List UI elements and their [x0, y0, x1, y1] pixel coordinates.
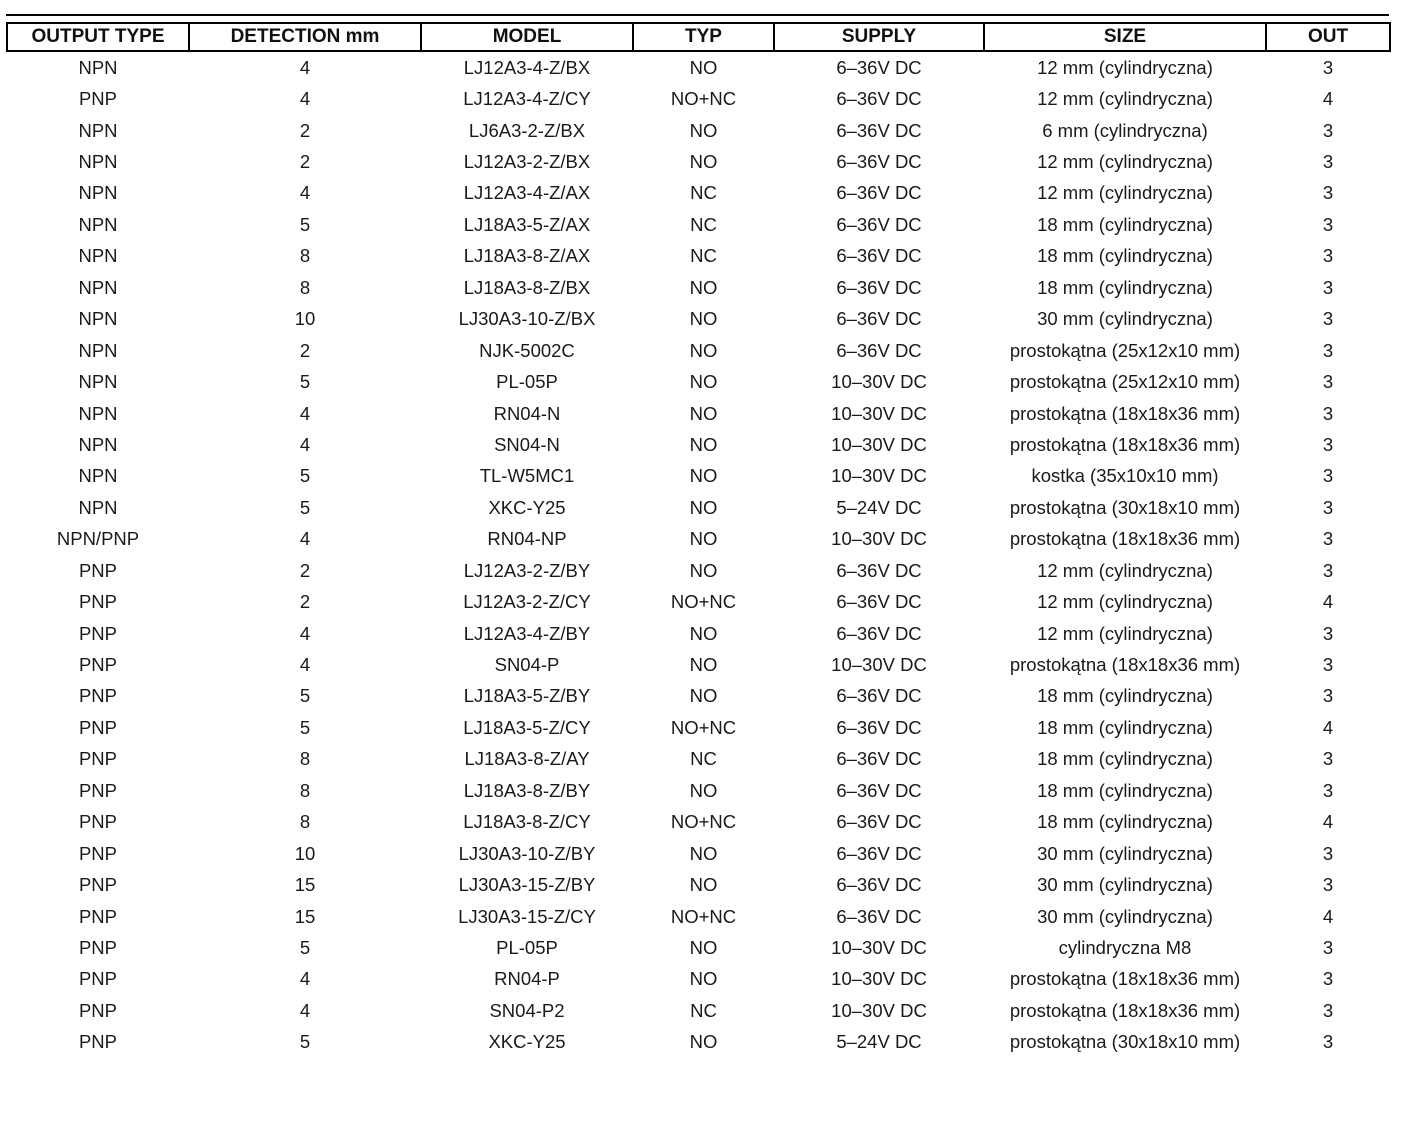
- table-cell: 3: [1322, 779, 1334, 801]
- table-cell: 3: [1322, 936, 1334, 958]
- table-cell: 3: [1322, 748, 1334, 770]
- table-row: [7, 555, 1390, 586]
- table-cell: prostokątna (18x18x36 mm): [1009, 999, 1241, 1021]
- table-cell: XKC-Y25: [488, 1031, 566, 1053]
- table-cell: 4: [299, 999, 311, 1021]
- table-cell: 2: [299, 119, 311, 141]
- table-cell: 30 mm (cylindryczna): [1037, 905, 1213, 927]
- table-cell: PNP: [78, 622, 118, 644]
- table-cell: PNP: [78, 88, 118, 110]
- table-cell: LJ12A3-4-Z/CY: [463, 88, 591, 110]
- table-cell: prostokątna (25x12x10 mm): [1009, 371, 1241, 393]
- table-cell: 2: [299, 559, 311, 581]
- table-row: [7, 146, 1390, 177]
- table-cell: 18 mm (cylindryczna): [1037, 276, 1213, 298]
- table-cell: 2: [299, 591, 311, 613]
- table-cell: 4: [299, 433, 311, 455]
- table-cell: 6–36V DC: [836, 151, 922, 173]
- table-cell: 10–30V DC: [831, 654, 927, 676]
- table-cell: PNP: [78, 779, 118, 801]
- table-cell: 5: [299, 685, 311, 707]
- table-top-rule: [6, 14, 1389, 16]
- table-cell: 6–36V DC: [836, 245, 922, 267]
- table-row: [7, 209, 1390, 240]
- table-row: [7, 304, 1390, 335]
- table-row: [7, 492, 1390, 523]
- table-cell: NO: [689, 528, 718, 550]
- table-cell: PL-05P: [496, 371, 558, 393]
- table-cell: 4: [1322, 811, 1334, 833]
- table-cell: 4: [299, 56, 311, 78]
- table-cell: NO: [689, 339, 718, 361]
- table-cell: NO: [689, 465, 718, 487]
- table-row: [7, 649, 1390, 680]
- table-row: [7, 838, 1390, 869]
- table-cell: 15: [294, 905, 316, 927]
- table-cell: NPN: [78, 433, 118, 455]
- column-header-out: OUT: [1266, 23, 1390, 51]
- table-cell: 12 mm (cylindryczna): [1037, 56, 1213, 78]
- table-cell: TL-W5MC1: [479, 465, 575, 487]
- column-header-size: SIZE: [984, 23, 1266, 51]
- table-cell: 4: [299, 968, 311, 990]
- table-cell: NO: [689, 559, 718, 581]
- table-cell: 10–30V DC: [831, 465, 927, 487]
- table-cell: NO: [689, 842, 718, 864]
- column-header-model: MODEL: [421, 23, 633, 51]
- table-cell: 3: [1322, 622, 1334, 644]
- table-cell: SN04-N: [494, 433, 560, 455]
- table-cell: 10–30V DC: [831, 528, 927, 550]
- table-cell: NO: [689, 402, 718, 424]
- table-cell: 3: [1322, 119, 1334, 141]
- table-cell: 12 mm (cylindryczna): [1037, 182, 1213, 204]
- table-cell: 30 mm (cylindryczna): [1037, 308, 1213, 330]
- table-cell: 4: [299, 622, 311, 644]
- table-cell: NPN: [78, 182, 118, 204]
- table-cell: NO: [689, 968, 718, 990]
- table-cell: NO: [689, 119, 718, 141]
- table-row: [7, 901, 1390, 932]
- table-cell: 5: [299, 936, 311, 958]
- table-cell: NO: [689, 433, 718, 455]
- table-cell: 18 mm (cylindryczna): [1037, 213, 1213, 235]
- table-cell: NC: [690, 182, 717, 204]
- table-cell: 3: [1322, 528, 1334, 550]
- table-cell: NC: [690, 748, 717, 770]
- table-row: [7, 272, 1390, 303]
- table-cell: 4: [1322, 88, 1334, 110]
- table-cell: LJ18A3-5-Z/BY: [463, 685, 591, 707]
- table-cell: NPN: [78, 496, 118, 518]
- table-body: [7, 51, 1390, 1058]
- table-cell: 6–36V DC: [836, 559, 922, 581]
- table-cell: 3: [1322, 245, 1334, 267]
- table-cell: 3: [1322, 433, 1334, 455]
- table-row: [7, 586, 1390, 617]
- table-cell: NO+NC: [670, 591, 737, 613]
- table-row: [7, 335, 1390, 366]
- table-cell: NPN: [78, 276, 118, 298]
- table-cell: 3: [1322, 496, 1334, 518]
- table-header-row: [7, 23, 1390, 51]
- table-cell: 6–36V DC: [836, 56, 922, 78]
- table-cell: 10: [294, 842, 316, 864]
- table-cell: LJ12A3-4-Z/AX: [463, 182, 591, 204]
- table-cell: SN04-P2: [489, 999, 565, 1021]
- table-cell: 3: [1322, 654, 1334, 676]
- table-cell: 3: [1322, 339, 1334, 361]
- table-cell: 8: [299, 245, 311, 267]
- table-cell: 18 mm (cylindryczna): [1037, 748, 1213, 770]
- table-cell: LJ18A3-8-Z/BY: [463, 779, 591, 801]
- table-cell: NO: [689, 496, 718, 518]
- table-cell: LJ30A3-15-Z/CY: [458, 905, 596, 927]
- table-row: [7, 775, 1390, 806]
- table-cell: 12 mm (cylindryczna): [1037, 591, 1213, 613]
- table-cell: PNP: [78, 654, 118, 676]
- table-cell: 15: [294, 874, 316, 896]
- table-cell: PNP: [78, 685, 118, 707]
- table-cell: NC: [690, 999, 717, 1021]
- table-cell: LJ6A3-2-Z/BX: [468, 119, 586, 141]
- table-cell: 6 mm (cylindryczna): [1042, 119, 1208, 141]
- table-row: [7, 115, 1390, 146]
- table-cell: 6–36V DC: [836, 905, 922, 927]
- table-cell: 30 mm (cylindryczna): [1037, 874, 1213, 896]
- table-cell: NO: [689, 936, 718, 958]
- table-cell: prostokątna (30x18x10 mm): [1009, 496, 1241, 518]
- table-cell: 6–36V DC: [836, 622, 922, 644]
- table-cell: 2: [299, 339, 311, 361]
- table-cell: 12 mm (cylindryczna): [1037, 559, 1213, 581]
- table-cell: PL-05P: [496, 936, 558, 958]
- table-cell: 6–36V DC: [836, 339, 922, 361]
- table-cell: NO: [689, 622, 718, 644]
- table-cell: 5: [299, 371, 311, 393]
- table-cell: 18 mm (cylindryczna): [1037, 779, 1213, 801]
- table-cell: 4: [299, 182, 311, 204]
- table-cell: 5–24V DC: [836, 496, 922, 518]
- table-cell: RN04-NP: [487, 528, 567, 550]
- table-cell: PNP: [78, 968, 118, 990]
- table-cell: 4: [1322, 591, 1334, 613]
- table-cell: prostokątna (18x18x36 mm): [1009, 402, 1241, 424]
- table-cell: 4: [299, 528, 311, 550]
- table-cell: 6–36V DC: [836, 811, 922, 833]
- table-cell: NO+NC: [670, 811, 737, 833]
- table-cell: 10: [294, 308, 316, 330]
- table-cell: 6–36V DC: [836, 119, 922, 141]
- table-cell: NO+NC: [670, 716, 737, 738]
- table-cell: 3: [1322, 182, 1334, 204]
- table-row: [7, 241, 1390, 272]
- table-cell: NO: [689, 276, 718, 298]
- table-cell: 3: [1322, 685, 1334, 707]
- table-cell: NO: [689, 151, 718, 173]
- table-cell: NPN: [78, 402, 118, 424]
- table-cell: 30 mm (cylindryczna): [1037, 842, 1213, 864]
- table-row: [7, 995, 1390, 1026]
- column-header-supply: SUPPLY: [774, 23, 984, 51]
- table-cell: NPN: [78, 465, 118, 487]
- table-cell: 6–36V DC: [836, 276, 922, 298]
- table-cell: cylindryczna M8: [1058, 936, 1192, 958]
- table-cell: 6–36V DC: [836, 308, 922, 330]
- table-cell: PNP: [78, 748, 118, 770]
- table-cell: NPN/PNP: [56, 528, 140, 550]
- table-cell: kostka (35x10x10 mm): [1031, 465, 1219, 487]
- table-cell: LJ12A3-2-Z/CY: [463, 591, 591, 613]
- table-cell: 3: [1322, 999, 1334, 1021]
- table-cell: 10–30V DC: [831, 936, 927, 958]
- table-cell: 6–36V DC: [836, 779, 922, 801]
- table-cell: 3: [1322, 559, 1334, 581]
- column-header-typ: TYP: [633, 23, 774, 51]
- table-cell: 3: [1322, 874, 1334, 896]
- table-cell: NO+NC: [670, 88, 737, 110]
- table-cell: 6–36V DC: [836, 182, 922, 204]
- table-cell: PNP: [78, 842, 118, 864]
- table-cell: 6–36V DC: [836, 213, 922, 235]
- table-cell: 18 mm (cylindryczna): [1037, 685, 1213, 707]
- table-cell: 5: [299, 465, 311, 487]
- table-cell: NO: [689, 685, 718, 707]
- table-cell: LJ12A3-4-Z/BX: [463, 56, 591, 78]
- table-cell: LJ30A3-10-Z/BY: [458, 842, 596, 864]
- table-row: [7, 524, 1390, 555]
- table-cell: RN04-N: [493, 402, 561, 424]
- table-cell: 4: [299, 402, 311, 424]
- table-cell: 10–30V DC: [831, 968, 927, 990]
- table-cell: PNP: [78, 936, 118, 958]
- table-row: [7, 429, 1390, 460]
- table-cell: 3: [1322, 213, 1334, 235]
- table-cell: 5: [299, 496, 311, 518]
- table-cell: prostokątna (30x18x10 mm): [1009, 1031, 1241, 1053]
- table-cell: NPN: [78, 213, 118, 235]
- table-cell: NPN: [78, 56, 118, 78]
- table-cell: 4: [299, 654, 311, 676]
- table-cell: LJ18A3-8-Z/AY: [464, 748, 590, 770]
- table-cell: 12 mm (cylindryczna): [1037, 151, 1213, 173]
- table-cell: NO: [689, 779, 718, 801]
- table-cell: 6–36V DC: [836, 591, 922, 613]
- table-cell: NO: [689, 874, 718, 896]
- table-cell: NPN: [78, 308, 118, 330]
- table-cell: PNP: [78, 716, 118, 738]
- table-cell: 8: [299, 779, 311, 801]
- table-cell: 8: [299, 811, 311, 833]
- table-cell: NO: [689, 308, 718, 330]
- table-cell: 3: [1322, 56, 1334, 78]
- table-cell: NO: [689, 1031, 718, 1053]
- table-cell: LJ18A3-8-Z/CY: [463, 811, 591, 833]
- table-cell: PNP: [78, 905, 118, 927]
- table-cell: NO: [689, 56, 718, 78]
- table-cell: NO: [689, 654, 718, 676]
- sensor-table: [6, 22, 1391, 1058]
- table-cell: 6–36V DC: [836, 842, 922, 864]
- table-cell: 3: [1322, 308, 1334, 330]
- table-cell: NO+NC: [670, 905, 737, 927]
- table-row: [7, 461, 1390, 492]
- table-cell: 12 mm (cylindryczna): [1037, 88, 1213, 110]
- table-cell: 3: [1322, 465, 1334, 487]
- table-cell: LJ18A3-5-Z/AX: [463, 213, 591, 235]
- table-cell: 6–36V DC: [836, 748, 922, 770]
- table-cell: 3: [1322, 968, 1334, 990]
- table-cell: NPN: [78, 151, 118, 173]
- table-cell: 6–36V DC: [836, 874, 922, 896]
- table-row: [7, 807, 1390, 838]
- table-cell: LJ18A3-5-Z/CY: [463, 716, 591, 738]
- table-cell: NPN: [78, 371, 118, 393]
- table-cell: PNP: [78, 559, 118, 581]
- table-cell: LJ30A3-15-Z/BY: [458, 874, 596, 896]
- table-row: [7, 83, 1390, 114]
- table-cell: XKC-Y25: [488, 496, 566, 518]
- table-cell: LJ12A3-2-Z/BX: [463, 151, 591, 173]
- table-cell: 3: [1322, 1031, 1334, 1053]
- column-header-detection-mm: DETECTION mm: [189, 23, 421, 51]
- table-cell: 4: [1322, 905, 1334, 927]
- table-cell: PNP: [78, 811, 118, 833]
- table-cell: NC: [690, 213, 717, 235]
- table-cell: 5–24V DC: [836, 1031, 922, 1053]
- table-cell: prostokątna (18x18x36 mm): [1009, 968, 1241, 990]
- table-cell: 6–36V DC: [836, 716, 922, 738]
- table-cell: 10–30V DC: [831, 402, 927, 424]
- table-cell: 18 mm (cylindryczna): [1037, 811, 1213, 833]
- table-cell: LJ30A3-10-Z/BX: [458, 308, 596, 330]
- table-row: [7, 681, 1390, 712]
- table-row: [7, 1027, 1390, 1058]
- table-cell: SN04-P: [494, 654, 560, 676]
- table-cell: PNP: [78, 999, 118, 1021]
- table-cell: LJ12A3-2-Z/BY: [463, 559, 591, 581]
- table-cell: NPN: [78, 339, 118, 361]
- table-cell: 8: [299, 276, 311, 298]
- table-cell: 2: [299, 151, 311, 173]
- table-cell: PNP: [78, 1031, 118, 1053]
- table-cell: 5: [299, 213, 311, 235]
- table-cell: prostokątna (18x18x36 mm): [1009, 528, 1241, 550]
- table-cell: 3: [1322, 842, 1334, 864]
- table-cell: 10–30V DC: [831, 999, 927, 1021]
- table-cell: 6–36V DC: [836, 88, 922, 110]
- table-cell: PNP: [78, 874, 118, 896]
- table-cell: NPN: [78, 119, 118, 141]
- table-cell: prostokątna (18x18x36 mm): [1009, 654, 1241, 676]
- table-cell: 3: [1322, 402, 1334, 424]
- table-cell: 3: [1322, 151, 1334, 173]
- table-cell: prostokątna (25x12x10 mm): [1009, 339, 1241, 361]
- table-cell: 3: [1322, 276, 1334, 298]
- table-cell: 5: [299, 1031, 311, 1053]
- table-row: [7, 712, 1390, 743]
- table-row: [7, 932, 1390, 963]
- table-cell: 10–30V DC: [831, 371, 927, 393]
- table-cell: NO: [689, 371, 718, 393]
- table-row: [7, 744, 1390, 775]
- table-row: [7, 178, 1390, 209]
- table-cell: prostokątna (18x18x36 mm): [1009, 433, 1241, 455]
- table-header: [7, 23, 1390, 51]
- table-row: [7, 366, 1390, 397]
- table-cell: PNP: [78, 591, 118, 613]
- table-cell: 10–30V DC: [831, 433, 927, 455]
- table-cell: NPN: [78, 245, 118, 267]
- table-cell: 5: [299, 716, 311, 738]
- table-cell: 3: [1322, 371, 1334, 393]
- table-cell: NC: [690, 245, 717, 267]
- table-row: [7, 618, 1390, 649]
- table-cell: 18 mm (cylindryczna): [1037, 245, 1213, 267]
- table-row: [7, 398, 1390, 429]
- table-cell: LJ18A3-8-Z/BX: [463, 276, 591, 298]
- table-cell: LJ18A3-8-Z/AX: [463, 245, 591, 267]
- table-cell: 6–36V DC: [836, 685, 922, 707]
- table-row: [7, 964, 1390, 995]
- table-row: [7, 51, 1390, 83]
- table-cell: 4: [299, 88, 311, 110]
- table-cell: NJK-5002C: [479, 339, 575, 361]
- table-cell: RN04-P: [494, 968, 560, 990]
- table-cell: 8: [299, 748, 311, 770]
- table-cell: 4: [1322, 716, 1334, 738]
- column-header-output-type: OUTPUT TYPE: [7, 23, 189, 51]
- table-cell: 12 mm (cylindryczna): [1037, 622, 1213, 644]
- table-row: [7, 869, 1390, 900]
- table-cell: 18 mm (cylindryczna): [1037, 716, 1213, 738]
- table-cell: LJ12A3-4-Z/BY: [463, 622, 591, 644]
